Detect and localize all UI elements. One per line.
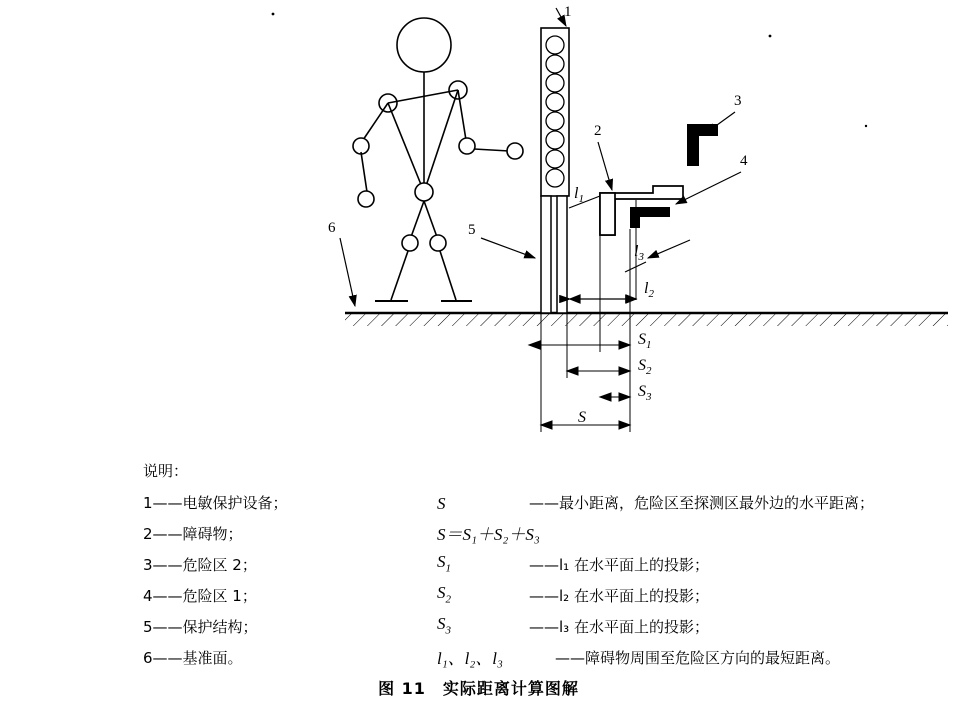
label-S: S <box>578 409 586 426</box>
symbol-S1: $S_1$ <box>437 552 451 575</box>
legend-item: 1——电敏保护设备； <box>143 494 288 512</box>
person-head <box>397 18 451 72</box>
leader-l3 <box>648 240 690 258</box>
datum-plane <box>345 313 948 326</box>
legend-item: 5——保护结构； <box>143 618 258 636</box>
callout-5: 5 <box>468 222 476 238</box>
callout-numbers <box>328 4 748 238</box>
legend-item: 6——基准面。 <box>143 649 243 667</box>
leader-5 <box>481 238 535 258</box>
callout-3: 3 <box>734 93 742 109</box>
leader-2 <box>598 142 612 190</box>
legend-symbol-row <box>437 643 937 674</box>
symbol-S3: $S_3$ <box>437 614 451 637</box>
label-l1: $l_1$ <box>574 185 584 205</box>
label-S2: $S_2$ <box>638 357 652 377</box>
leader-4 <box>676 172 741 204</box>
hazard-zone-2 <box>687 124 718 166</box>
label-S1: $S_1$ <box>638 331 652 351</box>
symbol-S: S <box>437 494 446 513</box>
legend-title: 说明： <box>143 462 189 480</box>
legend-left-column <box>143 488 433 674</box>
legend-item: 4——危险区 1； <box>143 587 257 605</box>
figure-caption: 图 11 实际距离计算图解 <box>378 679 579 698</box>
equation-S: S＝S₁＋S₂＋S₃ <box>437 525 540 544</box>
symbol-S3-desc: ——l₃ 在水平面上的投影； <box>529 618 709 636</box>
callout-1: 1 <box>564 4 572 20</box>
legend-block <box>0 455 957 668</box>
symbol-S2-desc: ——l₂ 在水平面上的投影； <box>529 587 709 605</box>
legend-item: 3——危险区 2； <box>143 556 257 574</box>
legend-symbol-row <box>437 612 937 643</box>
leader-3 <box>706 112 735 133</box>
symbol-S-desc: ——最小距离，危险区至探测区最外边的水平距离； <box>529 494 875 512</box>
callout-2: 2 <box>594 123 602 139</box>
symbol-S2: $S_2$ <box>437 583 451 606</box>
symbol-l-group: l₁、l₂、l₃ <box>437 649 503 668</box>
leader-6 <box>340 238 355 306</box>
legend-right-column <box>437 488 937 674</box>
label-l2: $l_2$ <box>644 280 654 300</box>
espe-device <box>541 28 569 196</box>
symbol-l-group-desc: ——障碍物周围至危险区方向的最短距离。 <box>555 649 841 667</box>
callout-4: 4 <box>740 153 748 169</box>
legend-symbol-row <box>437 488 937 519</box>
callout-6: 6 <box>328 220 336 236</box>
label-l3: $l_3$ <box>634 243 644 263</box>
person-figure <box>353 18 523 301</box>
label-S3: $S_3$ <box>638 383 652 403</box>
legend-item: 2——障碍物； <box>143 525 243 543</box>
protective-structure <box>541 196 567 313</box>
symbol-S1-desc: ——l₁ 在水平面上的投影； <box>529 556 709 574</box>
